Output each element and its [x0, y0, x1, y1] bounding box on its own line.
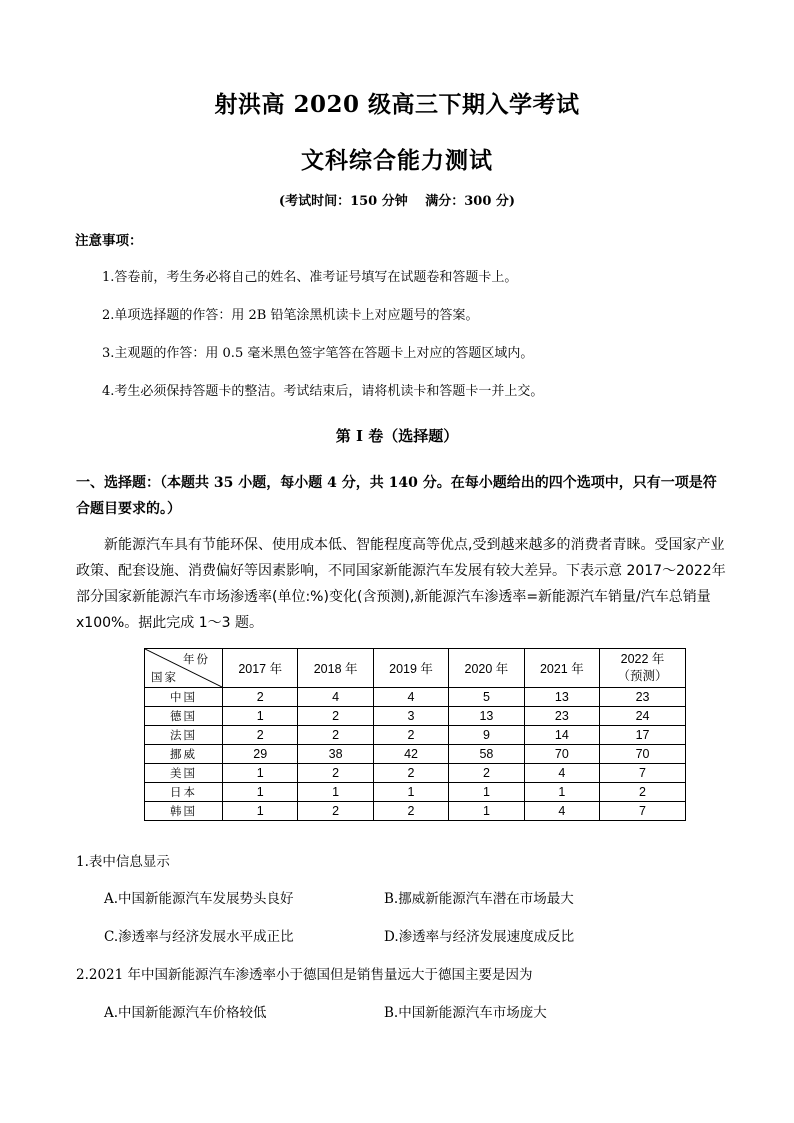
notice-item: 4.考生必须保持答题卡的整洁。考试结束后，请将机读卡和答题卡一并上交。	[102, 384, 544, 399]
value-cell: 42	[373, 745, 448, 764]
penetration-rate-table	[144, 648, 686, 821]
year-header: 2019 年	[373, 649, 448, 688]
exam-title: 射洪高 2020 级高三下期入学考试	[214, 91, 580, 118]
value-cell: 1	[449, 802, 524, 821]
value-cell: 4	[298, 688, 373, 707]
value-cell: 9	[449, 726, 524, 745]
year-header: 2018 年	[298, 649, 373, 688]
value-cell: 38	[298, 745, 373, 764]
value-cell: 3	[373, 707, 448, 726]
year-2022-note: （预测）	[617, 669, 668, 683]
country-cell: 中国	[145, 688, 223, 707]
passage-text: 新能源汽车具有节能环保、使用成本低、智能程度高等优点,受到越来越多的消费者青睐。受国家产业政策、配套设施、消费偏好等因素影响，不同国家新能源汽车发展有较大差异。下表示意 2017～2022年部分国家新能源汽车市场渗透率(单位:%)变化(含预测),新能源汽车渗透率=新能源汽车销量/汽车总销量 x100%。据此完成 1～3 题。	[76, 537, 726, 631]
value-cell: 1	[524, 783, 599, 802]
notice-heading: 注意事项：	[75, 233, 143, 249]
value-cell: 2	[373, 726, 448, 745]
value-cell: 17	[600, 726, 686, 745]
value-cell: 4	[524, 764, 599, 783]
value-cell: 29	[223, 745, 298, 764]
value-cell: 2	[600, 783, 686, 802]
value-cell: 2	[373, 764, 448, 783]
value-cell: 13	[449, 707, 524, 726]
question-1-stem: 1.表中信息显示	[76, 854, 170, 870]
value-cell: 5	[449, 688, 524, 707]
value-cell: 2	[298, 707, 373, 726]
value-cell: 2	[223, 688, 298, 707]
year-header: 2020 年	[449, 649, 524, 688]
notice-item: 3.主观题的作答：用 0.5 毫米黑色签字笔答在答题卡上对应的答题区域内。	[102, 346, 534, 361]
question-1-option-a[interactable]: A.中国新能源汽车发展势头良好	[104, 891, 294, 907]
value-cell: 2	[298, 802, 373, 821]
table-row	[145, 783, 686, 802]
value-cell: 58	[449, 745, 524, 764]
notice-item: 1.答卷前，考生务必将自己的姓名、准考证号填写在试题卷和答题卡上。	[102, 270, 518, 285]
exam-time-score: (考试时间：150 分钟 满分：300 分)	[278, 194, 516, 209]
value-cell: 2	[449, 764, 524, 783]
value-cell: 2	[223, 726, 298, 745]
value-cell: 4	[373, 688, 448, 707]
question-2-stem: 2.2021 年中国新能源汽车渗透率小于德国但是销售量远大于德国主要是因为	[76, 967, 533, 983]
country-cell: 韩国	[145, 802, 223, 821]
value-cell: 70	[600, 745, 686, 764]
value-cell: 1	[223, 764, 298, 783]
country-cell: 法国	[145, 726, 223, 745]
year-header: 2017 年	[223, 649, 298, 688]
corner-year-label: 年份	[183, 652, 210, 666]
value-cell: 13	[524, 688, 599, 707]
corner-country-label: 国家	[151, 670, 178, 684]
value-cell: 2	[373, 802, 448, 821]
value-cell: 14	[524, 726, 599, 745]
table-corner-header	[145, 649, 223, 688]
table-row	[145, 745, 686, 764]
table-row	[145, 688, 686, 707]
question-2-option-b[interactable]: B.中国新能源汽车市场庞大	[384, 1005, 547, 1021]
value-cell: 1	[223, 802, 298, 821]
notice-item: 2.单项选择题的作答：用 2B 铅笔涂黑机读卡上对应题号的答案。	[102, 308, 479, 323]
value-cell: 7	[600, 802, 686, 821]
value-cell: 70	[524, 745, 599, 764]
value-cell: 23	[524, 707, 599, 726]
country-cell: 日本	[145, 783, 223, 802]
question-1-option-d[interactable]: D.渗透率与经济发展速度成反比	[384, 929, 575, 945]
question-1-option-b[interactable]: B.挪威新能源汽车潜在市场最大	[384, 891, 574, 907]
table-row	[145, 802, 686, 821]
value-cell: 1	[223, 707, 298, 726]
value-cell: 4	[524, 802, 599, 821]
country-cell: 美国	[145, 764, 223, 783]
table-row	[145, 707, 686, 726]
value-cell: 1	[373, 783, 448, 802]
value-cell: 1	[298, 783, 373, 802]
year-header: 2021 年	[524, 649, 599, 688]
choice-instructions: 一、选择题：（本题共 35 小题，每小题 4 分，共 140 分。在每小题给出的四个选项中，只有一项是符合题目要求的。）	[76, 475, 717, 517]
value-cell: 2	[298, 726, 373, 745]
year-2022-label: 2022 年	[620, 652, 665, 666]
country-cell: 德国	[145, 707, 223, 726]
value-cell: 2	[298, 764, 373, 783]
value-cell: 1	[449, 783, 524, 802]
question-2-option-a[interactable]: A.中国新能源汽车价格较低	[104, 1005, 267, 1021]
table-row	[145, 764, 686, 783]
value-cell: 23	[600, 688, 686, 707]
year-header-2022	[600, 649, 686, 688]
exam-subject-title: 文科综合能力测试	[301, 147, 493, 174]
question-1-option-c[interactable]: C.渗透率与经济发展水平成正比	[104, 929, 294, 945]
section-title: 第 I 卷（选择题）	[335, 427, 459, 445]
value-cell: 24	[600, 707, 686, 726]
value-cell: 1	[223, 783, 298, 802]
value-cell: 7	[600, 764, 686, 783]
country-cell: 挪威	[145, 745, 223, 764]
table-row	[145, 726, 686, 745]
